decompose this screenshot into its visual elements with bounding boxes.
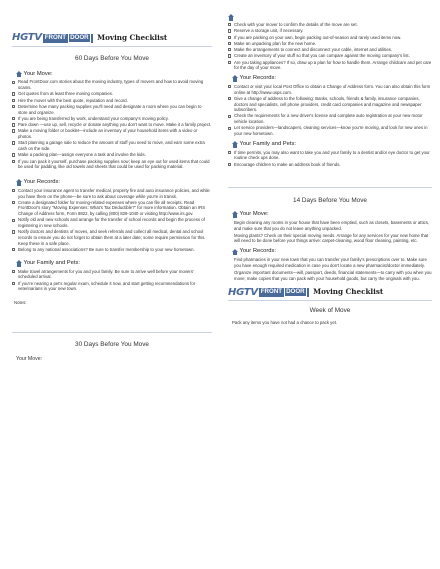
notes-label: Notes: <box>14 299 27 305</box>
list-item: If you are packing on your own, begin packing out-of-season and rarely used items now. <box>228 35 432 41</box>
logo-front: FRONT <box>44 33 67 41</box>
divider <box>12 332 212 333</box>
logo-front: FRONT <box>260 288 283 296</box>
checkbox[interactable] <box>12 81 15 84</box>
section-title: Your Family and Pets: <box>23 259 80 266</box>
checkbox[interactable] <box>228 48 231 51</box>
list-item: Give a change of address to the following: Banks, schools, friends & family, insurance companies, doctors and specialists, cell phone providers, credit card companies and magazine and newspaper subscribers. <box>228 96 432 113</box>
checkbox[interactable] <box>12 141 15 144</box>
checkbox[interactable] <box>228 115 231 118</box>
paragraph: Find pharmacies in your new town that you can transfer your family's prescriptions over to. Make sure you have enough required medication in case you don't locate a new pharmacist/doctor immediately. <box>234 257 427 268</box>
checklist-title: Moving Checklist <box>313 287 384 297</box>
checkbox[interactable] <box>12 123 15 126</box>
list-item: Contact or visit your local Post Office to obtain a Change of Address form. You can also obtain this form online at http://www.usps.com. <box>228 84 432 95</box>
checkbox[interactable] <box>12 105 15 108</box>
list-item: Belong to any national associations? Be sure to transfer membership to your new hometown. <box>12 247 212 253</box>
checkbox[interactable] <box>12 248 15 251</box>
logo-hgtv: HGTV <box>12 32 42 44</box>
section-title: Your Move: <box>23 70 53 77</box>
checkbox[interactable] <box>228 151 231 154</box>
paragraph: Moving plants? Check on their special moving needs. Arrange for any services for your new home that will need to be done before your things arrive: carpet-cleaning, wood floor cleaning, painting, etc. <box>234 232 429 244</box>
list-item: Make a moving folder or booklet—include an inventory of your household items with a video or photos. <box>12 128 212 139</box>
section-title: Your Records: <box>239 248 277 255</box>
logo-hgtv: HGTV <box>228 286 258 298</box>
section-title: Your Move: <box>239 211 269 217</box>
list-item: Notify doctors and dentists of moves, and seek referrals and collect all medical, dental and school records to ensure you do not forget to obtain them at a later date; some require permission for this. Keep these in a safe place. <box>12 229 212 246</box>
list-item: Read FrontDoor.com stories about the moving industry, types of movers and how to avoid moving scams. <box>12 79 212 90</box>
checkbox[interactable] <box>12 153 15 156</box>
checkbox[interactable] <box>228 23 231 26</box>
section-family-pets <box>16 259 212 269</box>
house-icon <box>16 260 22 267</box>
checkbox[interactable] <box>12 219 15 222</box>
section-your-records-14 <box>232 247 432 257</box>
paragraph: Organize important documents—will, passport, deeds, financial statements—to carry with you when you move; make copies that you can pack with your household goods, but carry the originals with you. <box>234 269 432 281</box>
checkbox[interactable] <box>228 42 231 45</box>
divider <box>228 187 432 188</box>
checkbox[interactable] <box>12 282 15 285</box>
section-your-move-14 <box>232 210 432 220</box>
checkbox[interactable] <box>228 61 231 64</box>
list-item: Notify old and new schools and arrange for the transfer of school records and begin the process of registering in new schools. <box>12 217 212 228</box>
list-item: Start planning a garage sale to reduce the amount of stuff you need to move, and earn some extra cash on the side. <box>12 140 212 151</box>
text-14-records <box>228 257 432 281</box>
list-30-move <box>228 22 432 71</box>
house-icon <box>232 211 238 218</box>
paragraph: Begin cleaning any rooms in your house that have been emptied, such as closets, basements or attics, and make sure that you do not leave anything unpacked. <box>234 219 430 231</box>
checkbox[interactable] <box>12 117 15 120</box>
section-title: Your Family and Pets: <box>239 140 296 147</box>
logo-frontdoor <box>259 288 309 297</box>
list-item: Create a designated folder for moving-related expenses where you can file all receipts. Read FrontDoor's story "Moving Expenses: What's Tax Deductible?" for more information. Obtain an IRS Change of Address form, Form 8822, by calling (800) 829-1040 or visiting http://www.irs.gov. <box>12 200 212 217</box>
logo-door: DOOR <box>68 33 92 43</box>
list-item: If time permits, you may also want to take you and your family to a dentist and/or eye doctor to get your routine check ups done. <box>228 150 432 161</box>
checkbox[interactable] <box>12 230 15 233</box>
checkbox[interactable] <box>12 160 15 163</box>
house-icon <box>228 14 234 21</box>
list-item: Make a packing plan—assign everyone a task and involve the kids. <box>12 152 212 158</box>
list-item: Pare down —use up, sell, recycle or donate anything you don't want to move. Make it a family project. <box>12 122 212 128</box>
checkbox[interactable] <box>12 270 15 273</box>
list-item: If you're nearing a pet's regular exam, schedule it now, and start getting recommendations for veterinarians in your new town. <box>12 281 212 292</box>
checkbox[interactable] <box>12 129 15 132</box>
list-30-family <box>228 150 432 168</box>
heading-30-days: 30 Days Before You Move <box>75 340 149 348</box>
house-icon <box>16 179 22 186</box>
list-item: Check with your mover to confirm the details of the move are set. <box>228 22 432 28</box>
list-item: Encourage children to make an address book of friends. <box>228 162 432 168</box>
divider <box>228 300 432 301</box>
checkbox[interactable] <box>228 29 231 32</box>
week-text: Pack any items you have not had a chance to pack yet. <box>232 319 338 325</box>
logo-frontdoor <box>43 34 93 43</box>
section-your-records <box>16 178 212 188</box>
list-item: Are you taking appliances? If so, draw up a plan for how to handle them. Arrange childcare and pet care for the day of your move. <box>228 60 432 71</box>
list-item: If you can pack it yourself, purchase packing supplies now; keep an eye out for used items that could be used for padding, like old towels and sheets that could be used for packing material. <box>12 159 212 170</box>
checkbox[interactable] <box>228 36 231 39</box>
list-item: Make the arrangements to connect and disconnect your cable, internet and utilities. <box>228 47 432 53</box>
heading-14-days: 14 Days Before You Move <box>293 197 367 205</box>
heading-week-of-move: Week of Move <box>309 307 351 315</box>
list-item: Let service providers—landscapers, cleaning services—know you're moving, and look for new ones in your new hometown. <box>228 125 432 136</box>
section-title: Your Records: <box>239 75 277 82</box>
section-family-pets-30 <box>232 140 432 150</box>
house-icon <box>232 249 238 256</box>
house-icon <box>232 141 238 148</box>
right-column <box>228 0 432 325</box>
list-30-records <box>228 84 432 137</box>
checkbox[interactable] <box>228 97 231 100</box>
checkbox[interactable] <box>12 201 15 204</box>
list-60-records <box>12 188 212 253</box>
logo-door: DOOR <box>284 287 308 297</box>
list-item: Make travel arrangements for you and your family. Be sure to arrive well before your movers' scheduled arrival. <box>12 269 212 280</box>
list-item: Hire the mover with the best quote, reputation and record. <box>12 98 212 104</box>
section-title-30-move: Your Move: <box>16 356 43 363</box>
divider <box>12 46 212 47</box>
list-item: Check the requirements for a new driver's license and complete auto registration at your new motor vehicle location. <box>228 113 432 124</box>
list-item: Get quotes from at least three moving companies. <box>12 91 212 97</box>
checkbox[interactable] <box>12 189 15 192</box>
checkbox[interactable] <box>228 127 231 130</box>
left-column <box>12 0 212 363</box>
checkbox[interactable] <box>228 85 231 88</box>
list-item: Create an inventory of your stuff so that you can compare against the moving company's list. <box>228 53 432 59</box>
list-item: Make an unpacking plan for the new home. <box>228 41 432 47</box>
list-item: Determine how many packing supplies you'll need and designate a room where you can begin to store and organize. <box>12 104 212 115</box>
section-your-move <box>16 69 212 79</box>
heading-60-days: 60 Days Before You Move <box>75 55 149 62</box>
list-60-family <box>12 269 212 292</box>
house-icon <box>16 71 22 78</box>
list-item: Contact your insurance agent to transfer medical, property fire and auto insurance policies, and while you have them on the phone—be sure to ask about coverage while you're in transit. <box>12 188 212 199</box>
checkbox[interactable] <box>12 92 15 95</box>
section-title: Your Records: <box>23 179 61 186</box>
list-item: Reserve a storage unit, if necessary. <box>228 28 432 34</box>
checkbox[interactable] <box>228 54 231 57</box>
list-60-move <box>12 79 212 169</box>
text-14-move <box>228 220 432 244</box>
list-item: If you are being transferred by work, understand your company's moving policy. <box>12 116 212 122</box>
house-icon <box>232 75 238 82</box>
logo <box>12 31 212 45</box>
checkbox[interactable] <box>12 99 15 102</box>
checklist-title: Moving Checklist <box>97 33 168 43</box>
checkbox[interactable] <box>228 163 231 166</box>
section-your-records-30 <box>232 74 432 84</box>
logo <box>228 285 432 299</box>
